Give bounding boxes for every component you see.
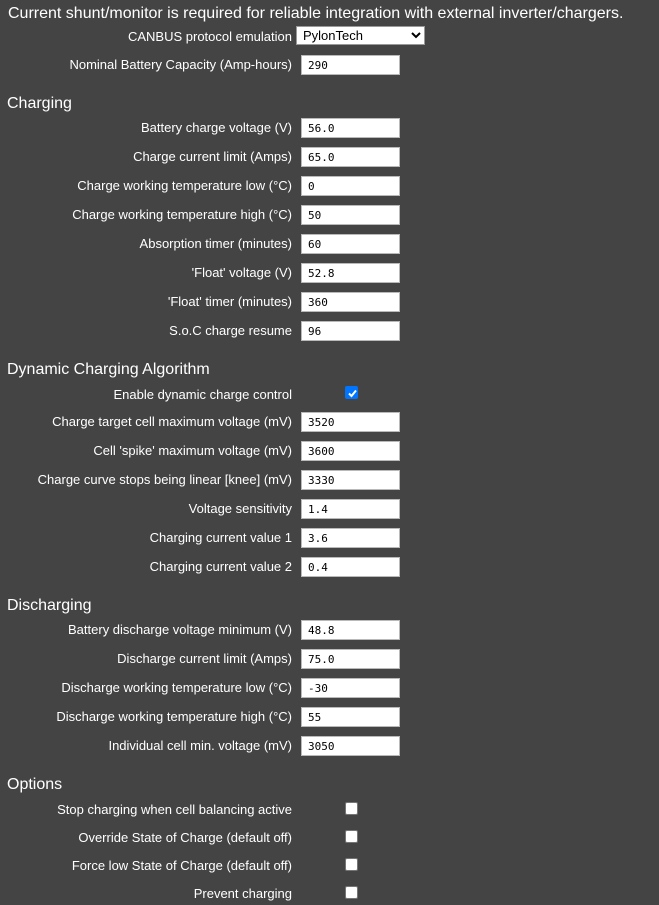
soc-charge-resume-row bbox=[0, 320, 659, 342]
discharge-current-limit-label: Discharge current limit (Amps) bbox=[117, 651, 292, 666]
cell-min-voltage-row bbox=[0, 735, 659, 757]
discharge-temp-low-label: Discharge working temperature low (°C) bbox=[61, 680, 292, 695]
curve-knee-input[interactable] bbox=[301, 470, 400, 490]
discharge-temp-high-row bbox=[0, 706, 659, 728]
charge-voltage-row bbox=[0, 117, 659, 139]
soc-charge-resume-input[interactable] bbox=[301, 321, 400, 341]
float-timer-label: 'Float' timer (minutes) bbox=[167, 294, 292, 309]
cell-spike-max-voltage-input[interactable] bbox=[301, 441, 400, 461]
charging-section-title: Charging bbox=[7, 95, 72, 112]
discharge-voltage-min-row bbox=[0, 619, 659, 641]
charging-current-1-input[interactable] bbox=[301, 528, 400, 548]
cell-spike-max-voltage-label: Cell 'spike' maximum voltage (mV) bbox=[93, 443, 292, 458]
battery-capacity-input[interactable] bbox=[301, 55, 400, 75]
charge-current-limit-label: Charge current limit (Amps) bbox=[133, 149, 292, 164]
charging-current-1-label: Charging current value 1 bbox=[149, 530, 292, 545]
charging-current-2-row bbox=[0, 556, 659, 578]
cell-spike-max-voltage-row bbox=[0, 440, 659, 462]
dynamic-enable-checkbox[interactable] bbox=[345, 386, 358, 399]
float-voltage-input[interactable] bbox=[301, 263, 400, 283]
discharge-current-limit-row bbox=[0, 648, 659, 670]
charge-temp-high-label: Charge working temperature high (°C) bbox=[72, 207, 292, 222]
dynamic-enable-row bbox=[0, 384, 659, 406]
override-soc-row bbox=[0, 827, 659, 849]
float-timer-row bbox=[0, 291, 659, 313]
voltage-sensitivity-label: Voltage sensitivity bbox=[188, 501, 292, 516]
checkmark-icon bbox=[347, 388, 358, 399]
canbus-protocol-select[interactable] bbox=[296, 26, 425, 45]
battery-capacity-row bbox=[0, 54, 659, 76]
options-section-title: Options bbox=[7, 776, 63, 793]
cell-min-voltage-input[interactable] bbox=[301, 736, 400, 756]
canbus-protocol-row bbox=[0, 26, 659, 48]
charge-current-limit-row bbox=[0, 146, 659, 168]
voltage-sensitivity-row bbox=[0, 498, 659, 520]
charge-temp-high-row bbox=[0, 204, 659, 226]
charge-temp-high-input[interactable] bbox=[301, 205, 400, 225]
charge-temp-low-row bbox=[0, 175, 659, 197]
charge-temp-low-input[interactable] bbox=[301, 176, 400, 196]
prevent-charging-label: Prevent charging bbox=[193, 886, 292, 901]
discharge-temp-low-input[interactable] bbox=[301, 678, 400, 698]
target-cell-max-voltage-row bbox=[0, 411, 659, 433]
discharge-temp-low-row bbox=[0, 677, 659, 699]
force-low-soc-row bbox=[0, 855, 659, 877]
charge-current-limit-input[interactable] bbox=[301, 147, 400, 167]
curve-knee-row bbox=[0, 469, 659, 491]
charging-current-2-input[interactable] bbox=[301, 557, 400, 577]
force-low-soc-label: Force low State of Charge (default off) bbox=[71, 858, 292, 873]
discharging-section-title: Discharging bbox=[7, 597, 92, 614]
absorption-timer-label: Absorption timer (minutes) bbox=[139, 236, 292, 251]
discharge-voltage-min-input[interactable] bbox=[301, 620, 400, 640]
float-voltage-label: 'Float' voltage (V) bbox=[191, 265, 292, 280]
force-low-soc-checkbox[interactable] bbox=[345, 858, 358, 871]
charge-voltage-label: Battery charge voltage (V) bbox=[140, 120, 292, 135]
override-soc-checkbox[interactable] bbox=[345, 830, 358, 843]
discharge-temp-high-input[interactable] bbox=[301, 707, 400, 727]
absorption-timer-row bbox=[0, 233, 659, 255]
charge-voltage-input[interactable] bbox=[301, 118, 400, 138]
charging-current-2-label: Charging current value 2 bbox=[149, 559, 292, 574]
stop-charging-balancing-checkbox[interactable] bbox=[345, 802, 358, 815]
dynamic-enable-label: Enable dynamic charge control bbox=[113, 387, 292, 402]
charge-temp-low-label: Charge working temperature low (°C) bbox=[77, 178, 292, 193]
dynamic-section-title: Dynamic Charging Algorithm bbox=[7, 361, 210, 378]
battery-capacity-label: Nominal Battery Capacity (Amp-hours) bbox=[69, 57, 292, 72]
target-cell-max-voltage-input[interactable] bbox=[301, 412, 400, 432]
float-timer-input[interactable] bbox=[301, 292, 400, 312]
integration-notice: Current shunt/monitor is required for reliable integration with external inverter/chargers. bbox=[8, 5, 624, 22]
voltage-sensitivity-input[interactable] bbox=[301, 499, 400, 519]
stop-charging-balancing-label: Stop charging when cell balancing active bbox=[57, 802, 292, 817]
discharge-current-limit-input[interactable] bbox=[301, 649, 400, 669]
soc-charge-resume-label: S.o.C charge resume bbox=[169, 323, 292, 338]
canbus-protocol-label: CANBUS protocol emulation bbox=[127, 29, 292, 44]
float-voltage-row bbox=[0, 262, 659, 284]
prevent-charging-checkbox[interactable] bbox=[345, 886, 358, 899]
target-cell-max-voltage-label: Charge target cell maximum voltage (mV) bbox=[52, 414, 292, 429]
discharge-temp-high-label: Discharge working temperature high (°C) bbox=[56, 709, 292, 724]
curve-knee-label: Charge curve stops being linear [knee] (mV) bbox=[37, 472, 292, 487]
cell-min-voltage-label: Individual cell min. voltage (mV) bbox=[108, 738, 292, 753]
absorption-timer-input[interactable] bbox=[301, 234, 400, 254]
override-soc-label: Override State of Charge (default off) bbox=[78, 830, 292, 845]
stop-charging-balancing-row bbox=[0, 799, 659, 821]
charging-current-1-row bbox=[0, 527, 659, 549]
discharge-voltage-min-label: Battery discharge voltage minimum (V) bbox=[68, 622, 292, 637]
prevent-charging-row bbox=[0, 883, 659, 905]
